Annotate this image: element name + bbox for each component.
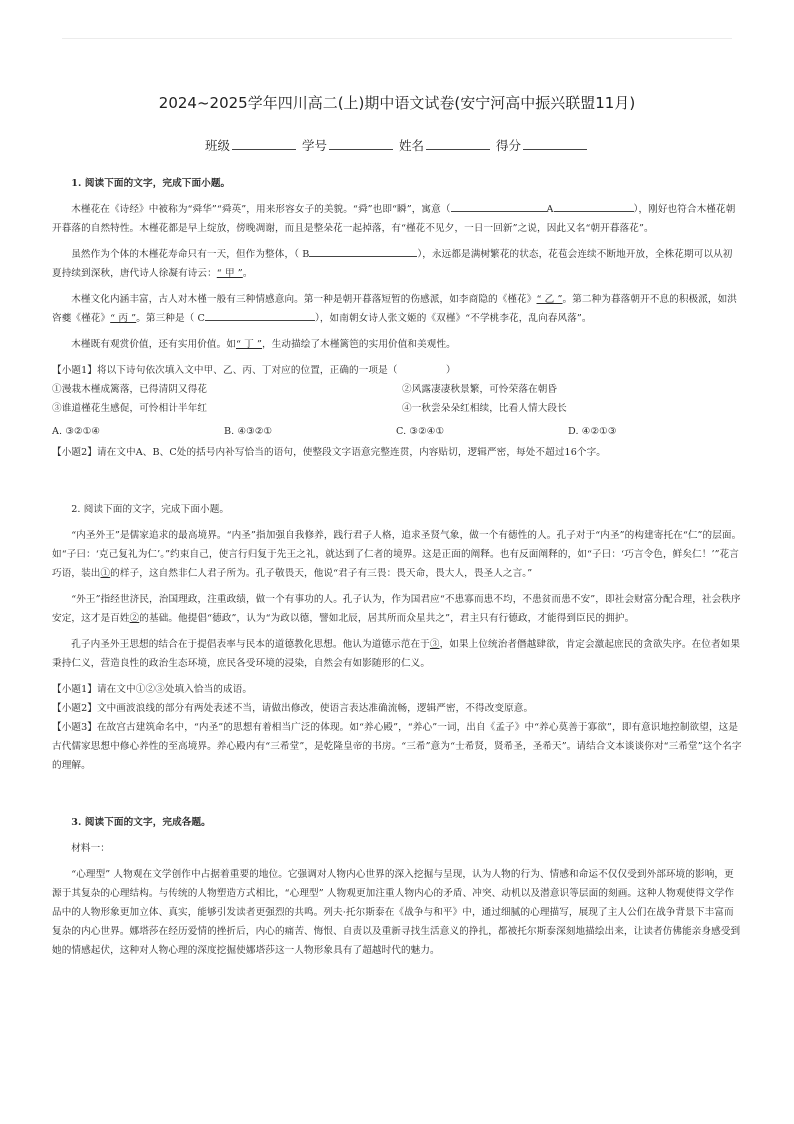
q2-heading: 2. 阅读下面的文字，完成下面小题。 xyxy=(71,504,230,515)
blank-ding: “ 丁 ” xyxy=(235,339,262,350)
blank-bing: “ 丙 ” xyxy=(110,313,137,324)
id-blank[interactable] xyxy=(329,137,393,150)
q1-options xyxy=(52,422,742,441)
q2-para-2: “外王”指经世济民，治国理政，注重政绩，做一个有事功的人。孔子认为，作为国君应“不患寡而患不均，不患贫而患不安”，即社会财富分配合理，社会秩序安定，这才是百姓②的基础。他提倡“德政”，认为“为政以德，譬如北辰，居其所而众星共之”，君主只有行德政，才能得到臣民的拥护。 xyxy=(52,594,741,624)
q1-sub1: 【小题1】将以下诗句依次填入文中甲、乙、丙、丁对应的位置，正确的一项是（ ） xyxy=(52,365,456,376)
name-blank[interactable] xyxy=(426,137,490,150)
exam-content xyxy=(52,174,742,967)
q1-para-4: 木槿既有观赏价值，还有实用价值。如“ 丁 ”，生动描绘了木槿篱笆的实用价值和美观性。 xyxy=(71,339,456,350)
blank-a[interactable] xyxy=(451,200,547,212)
q1-para-1: 木槿花在《诗经》中被称为“舜华”“舜英”，用来形容女子的美貌。“舜”也即“瞬”，寓意（ A ），刚好也符合木槿花朝开暮落的自然特性。木槿花都是早上绽放，傍晚凋谢，而且是整朵花一起掉落，有“槿花不见夕，一日一回新”之说，因此又名“朝开暮落花”。 xyxy=(52,200,742,238)
blank-yi: “ 乙 ” xyxy=(536,294,563,305)
q2-sub3: 【小题3】在故宫古建筑命名中，“内圣”的思想有着相当广泛的体现。如“养心殿”，“养心”一词，出自《孟子》中“养心莫善于寡欲”，即有意识地控制欲望，这是古代儒家思想中修心养性的至高境界。养心殿内有“三希堂”，是乾隆皇帝的书房。“三希”意为“士希贤，贤希圣，圣希天”。请结合文本谈谈你对“三希堂”这个名字的理解。 xyxy=(52,722,742,771)
q1-sub2: 【小题2】请在文中A、B、C处的括号内补写恰当的语句，使整段文字语意完整连贯，内容贴切，逻辑严密，每处不超过16个字。 xyxy=(52,447,606,458)
q1-heading: 1. 阅读下面的文字，完成下面小题。 xyxy=(71,178,231,189)
blank-jia: “ 甲 ” xyxy=(216,268,243,279)
poem-2: ②风露凄凄秋景繁，可怜荣落在朝昏 xyxy=(402,384,558,395)
poem-1: ①漫栽木槿成篱落，已得清阴又得花 xyxy=(52,384,208,395)
q3-material-label: 材料一： xyxy=(71,843,110,854)
q1-para-2: 虽然作为个体的木槿花寿命只有一天，但作为整体，（ B ），永远都是满树繁花的状态，花苞会连续不断地开放，全株花期可以从初夏持续到深秋，唐代诗人徐凝有诗云：“ 甲 ”。 xyxy=(52,245,742,283)
q3-para-1: “心理型” 人物观在文学创作中占据着重要的地位。它强调对人物内心世界的深入挖掘与呈现，认为人物的行为、情感和命运不仅仅受到外部环境的影响，更源于其复杂的心理结构。与传统的人物塑造方式相比，“心理型” 人物观更加注重人物内心的矛盾、冲突、动机以及潜意识等层面的刻画。这种人物观使得文学作品中的人物形象更加立体、真实，能够引发读者更强烈的共鸣。列夫·托尔斯泰在《战争与和平》中，通过细腻的心理描写，展现了主人公们在战争背景下丰富而复杂的内心世界。娜塔莎在经历爱情的挫折后，内心的痛苦、悔恨、自责以及重新寻找生活意义的挣扎，都被托尔斯泰深刻地描绘出来，让读者仿佛能亲身感受到她的情感起伏，这种对人物心理的深度挖掘使娜塔莎这一人物形象具有了超越时代的魅力。 xyxy=(52,869,741,956)
blank-3: ③ xyxy=(429,639,440,650)
q2-sub1: 【小题1】请在文中①②③处填入恰当的成语。 xyxy=(52,684,253,695)
student-info-line xyxy=(0,136,794,154)
option-a[interactable]: A. ③②①④ xyxy=(52,426,101,437)
option-d[interactable]: D. ④②①③ xyxy=(568,426,617,437)
q3-heading: 3. 阅读下面的文字，完成各题。 xyxy=(71,817,211,828)
blank-b[interactable] xyxy=(309,245,417,257)
blank-c[interactable] xyxy=(205,309,315,321)
q2-sub2: 【小题2】文中画波浪线的部分有两处表述不当，请做出修改，使语言表达准确流畅，逻辑严密，不得改变原意。 xyxy=(52,703,534,714)
score-label: 得分 xyxy=(495,138,521,153)
class-blank[interactable] xyxy=(232,137,296,150)
q2-para-3: 孔子内圣外王思想的结合在于提倡表率与民本的道德教化思想。他认为道德示范在于③，如果上位统治者僭越肆欲，肯定会激起庶民的贪欲失序。在位者如果秉持仁义，营造良性的政治生态环境，庶民各受环境的浸染，自然会有如影随形的仁义。 xyxy=(52,639,741,669)
q1-para-3: 木槿文化内涵丰富，古人对木槿一般有三种情感意向。第一种是朝开暮落短暂的伤感派，如李商隐的《槿花》“ 乙 ”。第二种为暮落朝开不息的积极派，如洪咨夔《槿花》“ 丙 ”。第三种是（ C ），如南朝女诗人张文姬的《双槿》“不学桃李花，乱向春风落”。 xyxy=(52,294,738,324)
exam-title: 2024~2025学年四川高二(上)期中语文试卷(安宁河高中振兴联盟11月) xyxy=(158,94,636,112)
poem-3: ③谁道槿花生感促，可怜相计半年红 xyxy=(52,403,208,414)
q2-para-1: “内圣外王”是儒家追求的最高境界。“内圣”指加强自我修养，践行君子人格，追求圣贤气象，做一个有德性的人。孔子对于“内圣”的构建寄托在“仁”的层面。如“子曰：‘克己复礼为仁’。”约束自己，使言行归复于先王之礼，就达到了仁者的境界。这是正面的阐释。也有反面阐释的，如“子曰：‘巧言令色，鲜矣仁！’”花言巧语，装出①的样子，这自然非仁人君子所为。孔子敬畏天，他说“君子有三畏：畏天命，畏大人，畏圣人之言。” xyxy=(52,530,742,579)
score-blank[interactable] xyxy=(523,137,587,150)
blank-1: ① xyxy=(100,568,111,579)
class-label: 班级 xyxy=(204,138,230,153)
poem-4: ④一秋尝朵朵红相续，比看人情大段长 xyxy=(402,403,567,414)
blank-2: ② xyxy=(129,613,140,624)
option-b[interactable]: B. ④③②① xyxy=(224,426,273,437)
q1-poem-list xyxy=(52,380,742,418)
option-c[interactable]: C. ③②④① xyxy=(396,426,445,437)
name-label: 姓名 xyxy=(398,138,424,153)
page-top-rule xyxy=(62,38,732,39)
id-label: 学号 xyxy=(301,138,327,153)
